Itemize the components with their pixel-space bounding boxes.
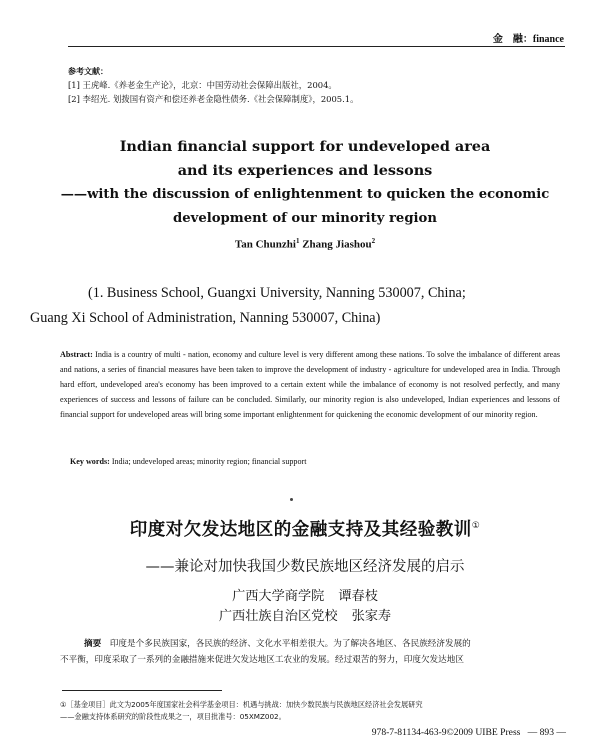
keywords-text: India; undeveloped areas; minority region; financial support bbox=[109, 457, 307, 466]
affiliation-line: (1. Business School, Guangxi University, Nanning 530007, China; bbox=[88, 285, 466, 301]
chinese-author-line bbox=[60, 605, 550, 624]
chinese-author-line bbox=[60, 585, 550, 604]
english-title-line: and its experiences and lessons bbox=[177, 162, 433, 179]
english-subtitle-line: development of our minority region bbox=[173, 211, 437, 226]
footnote-line: ①［基金项目］此文为2005年度国家社会科学基金项目：机遇与挑战：加快少数民族与民族地区经济社会发展研究 bbox=[60, 700, 423, 709]
english-affiliation bbox=[30, 281, 565, 331]
author-name: Zhang Jiashou bbox=[302, 238, 372, 251]
chinese-title bbox=[60, 516, 550, 541]
chinese-subtitle: ——兼论对加快我国少数民族地区经济发展的启示 bbox=[145, 559, 465, 575]
author-name: Tan Chunzhi bbox=[234, 238, 296, 251]
author-affiliation: 广西壮族自治区党校 bbox=[218, 609, 338, 624]
footnote-line: ——金融支持体系研究的阶段性成果之一，项目批准号：05XMZ002。 bbox=[60, 712, 286, 721]
english-subtitle-line: ——with the discussion of enlightenment to quicken the economic bbox=[60, 187, 550, 202]
english-title-line: Indian financial support for undeveloped area bbox=[119, 138, 491, 155]
chinese-abstract bbox=[60, 636, 565, 668]
english-keywords bbox=[70, 457, 306, 466]
page-number: — 893 — bbox=[527, 727, 566, 738]
abstract-label: 摘要 bbox=[84, 639, 102, 649]
references-heading: 参考文献： bbox=[68, 66, 108, 76]
running-head: 金 融：finance bbox=[492, 34, 564, 45]
separator-dot bbox=[290, 498, 293, 501]
reference-item: [2] 李绍光. 划拨国有资产和偿还养老金隐性债务.《社会保障制度》，2005.1。 bbox=[68, 94, 359, 104]
footnote-rule bbox=[62, 690, 222, 691]
abstract-label: Abstract: bbox=[60, 350, 93, 359]
page-footer bbox=[372, 727, 566, 738]
english-authors bbox=[60, 237, 550, 251]
author-affiliation: 广西大学商学院 bbox=[232, 589, 325, 604]
footnote bbox=[60, 699, 565, 723]
author-name: 谭春枝 bbox=[338, 589, 378, 604]
author-superscript: 1 bbox=[295, 237, 300, 245]
isbn: 978-7-81134-463-9©2009 UIBE Press bbox=[371, 727, 521, 738]
english-abstract bbox=[60, 347, 560, 422]
affiliation-line: Guang Xi School of Administration, Nanning 530007, China) bbox=[30, 310, 381, 326]
references bbox=[68, 64, 568, 106]
abstract-text: 不平衡，印度采取了一系列的金融措施来促进欠发达地区工农业的发展。经过艰苦的努力，印度欠发达地区 bbox=[60, 655, 464, 665]
abstract-text: 印度是个多民族国家，各民族的经济、文化水平相差很大。为了解决各地区、各民族经济发展的 bbox=[109, 639, 471, 649]
author-superscript: 2 bbox=[371, 237, 376, 245]
header-rule bbox=[68, 46, 565, 47]
chinese-title-text: 印度对欠发达地区的金融支持及其经验教训 bbox=[129, 520, 472, 540]
abstract-text: India is a country of multi - nation, economy and culture level is very different among these nations. To solve the imbalance of different areas and nations, a series of financial measures have been taken to improve the development of industry - agriculture for undeveloped area in India. Through hard effort, undeveloped area's economy has been improved to a certain extent while the imbalance of economy is not resolved perfectly, and many experiences of success and lessons of failure can be concluded. Similarly, our minority region is also undeveloped, Indian experiences and lessons of financial support for undeveloped areas will bring some important enlightenment for quickening the economic development of our minority region. bbox=[60, 350, 560, 419]
footnote-marker: ① bbox=[471, 521, 481, 532]
author-name: 张家寿 bbox=[351, 609, 392, 624]
english-title bbox=[60, 135, 550, 231]
keywords-label: Key words: bbox=[70, 457, 110, 466]
reference-item: [1] 王虎峰.《养老金生产论》，北京：中国劳动社会保障出版社，2004。 bbox=[68, 80, 337, 90]
